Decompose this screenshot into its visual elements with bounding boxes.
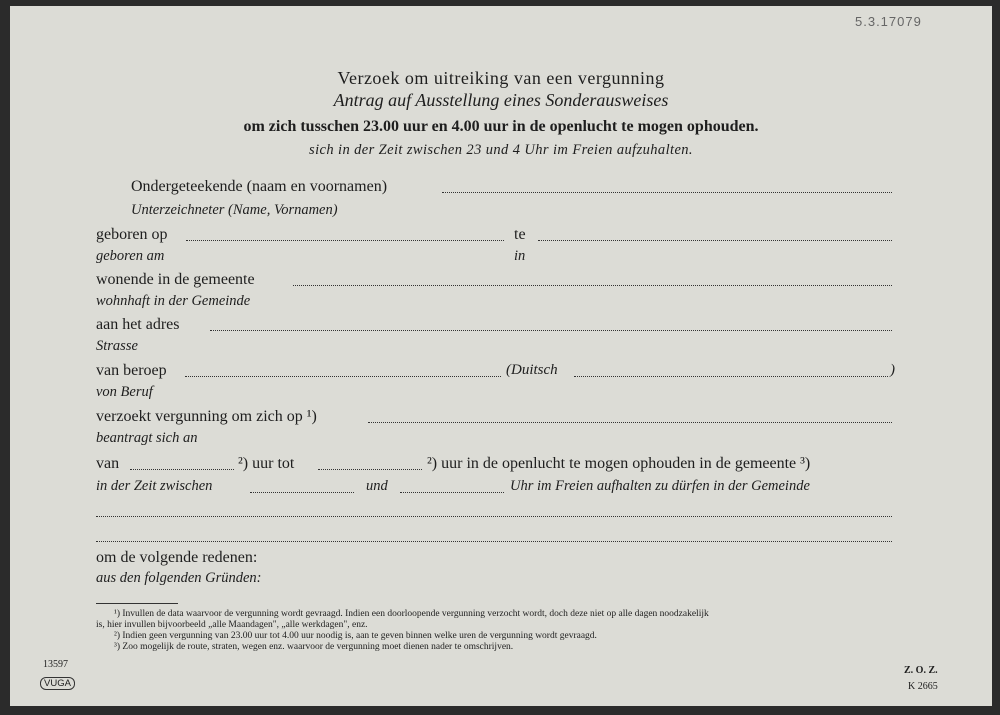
title-de: Antrag auf Ausstellung eines Sonderausweises [333,90,669,110]
from-time-field-de [250,492,354,493]
footnote-2: ²) Indien geen vergunning van 23.00 uur tot 4.00 uur noodig is, aan te geven binnen welke uren de vergunning wordt gevraagd. [114,631,597,641]
footnote-3: ³) Zoo mogelijk de route, straten, wegen enz. waarvoor de vergunning moet dienen nader te omschrijven. [114,642,514,652]
from-label-de: in der Zeit zwischen [96,478,213,494]
name-field[interactable] [442,192,892,193]
profession-label-de: von Beruf [96,384,153,400]
printer-logo: VUGA [40,677,75,690]
municipality-field-1[interactable] [96,516,892,517]
hours-label: ²) uur in de openlucht te mogen ophouden in de gemeente ³) [427,455,811,472]
address-field[interactable] [210,330,892,331]
footnote-1: ¹) Invullen de data waarvoor de vergunning wordt gevraagd. Indien een doorloopende vergunning verzocht wordt, doch deze niet op alle dagen noodzakelijk [114,609,709,619]
born-place-label-de: in [514,248,526,264]
born-place-label: te [514,226,526,243]
residence-label-de: wohnhaft in der Gemeinde [96,293,251,309]
address-label-de: Strasse [96,338,138,354]
from-label: van [96,455,120,472]
name-label: Ondergeteekende (naam en voornamen) [131,178,388,195]
name-label-de: Unterzeichneter (Name, Vornamen) [131,202,338,218]
hours-label-de: Uhr im Freien aufhalten zu dürfen in der Gemeinde [510,478,810,494]
born-date-field[interactable] [186,240,504,241]
subtitle-nl: om zich tusschen 23.00 uur en 4.00 uur in de openlucht te mogen ophouden. [243,118,759,135]
profession-label: van beroep [96,362,167,379]
printer-mark [40,673,75,691]
residence-field[interactable] [293,285,892,286]
request-label: verzoekt vergunning om zich op ¹) [96,408,317,425]
address-label: aan het adres [96,316,180,333]
request-label-de: beantragt sich an [96,430,198,446]
reasons-label-de: aus den folgenden Gründen: [96,570,262,586]
form-number: K 2665 [908,681,938,692]
and-label-de: und [366,478,388,494]
german-profession-label: (Duitsch [506,362,558,378]
turn-over-note: Z. O. Z. [904,665,938,676]
subtitle-de: sich in der Zeit zwischen 23 und 4 Uhr im Freien aufzuhalten. [309,142,693,158]
until-time-field-de [400,492,504,493]
born-label: geboren op [96,226,168,243]
german-profession-field[interactable] [574,376,888,377]
until-label: ²) uur tot [238,455,295,472]
born-place-field[interactable] [538,240,892,241]
title-nl: Verzoek om uitreiking van een vergunning [337,68,665,88]
german-profession-close: ) [890,362,895,378]
form-card [10,6,992,706]
print-number: 13597 [43,659,68,670]
request-dates-field[interactable] [368,422,892,423]
municipality-field-2[interactable] [96,541,892,542]
reasons-label: om de volgende redenen: [96,549,258,566]
profession-field[interactable] [185,376,501,377]
footnote-1-cont: is, hier invullen bijvoorbeeld „alle Maandagen", „alle werkdagen", enz. [96,620,368,630]
from-time-field[interactable] [130,469,234,470]
born-label-de: geboren am [96,248,165,264]
until-time-field[interactable] [318,469,422,470]
archive-stamp: 5.3.17079 [855,14,922,29]
residence-label: wonende in de gemeente [96,271,255,288]
footnote-rule [96,603,178,604]
